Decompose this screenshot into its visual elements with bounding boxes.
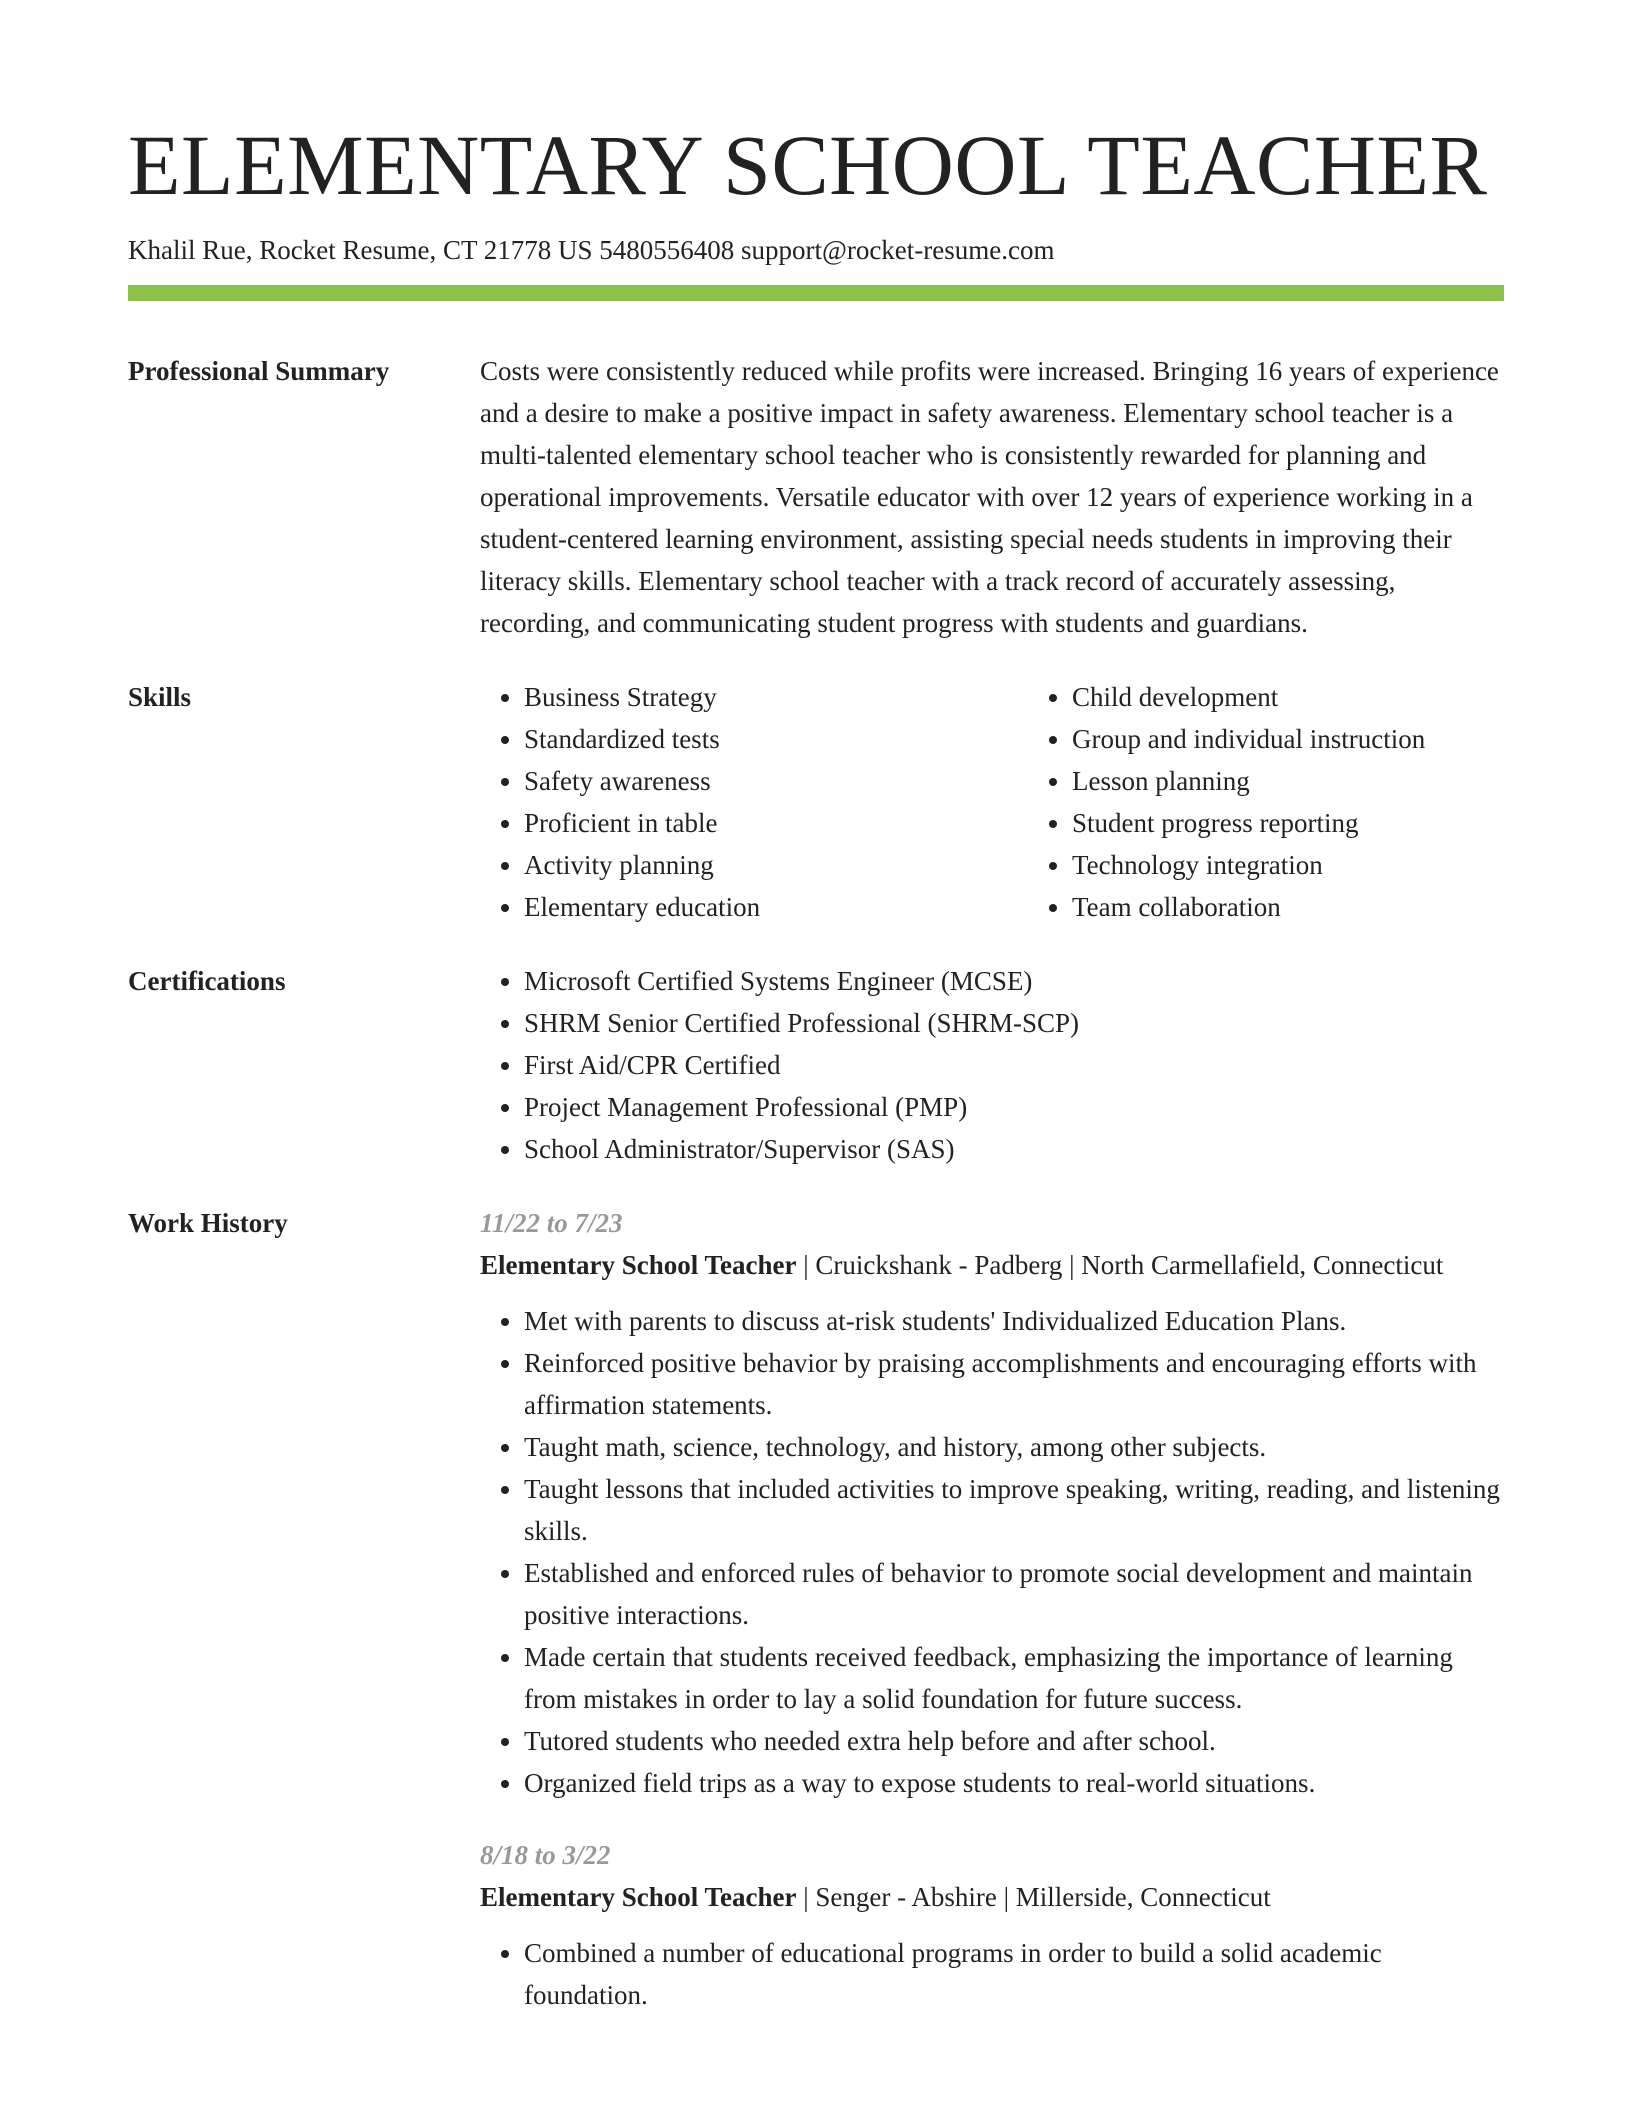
skill-item: • Proficient in table	[524, 802, 1028, 844]
job-bullet: • Tutored students who needed extra help before and after school.	[524, 1720, 1504, 1762]
skill-item: • Group and individual instruction	[1072, 718, 1532, 760]
section-skills	[128, 676, 1504, 928]
job-dates: 8/18 to 3/22	[480, 1840, 611, 1870]
skill-item: • Technology integration	[1072, 844, 1532, 886]
certification-item: • Microsoft Certified Systems Engineer (MCSE)	[524, 960, 1504, 1002]
section-body	[480, 960, 1504, 1170]
section-label: Certifications	[128, 966, 286, 996]
skill-item: • Activity planning	[524, 844, 1028, 886]
job-bullet: • Made certain that students received feedback, emphasizing the importance of learning from mistakes in order to lay a solid foundation for future success.	[524, 1636, 1504, 1720]
job-dates: 11/22 to 7/23	[480, 1208, 623, 1238]
contact-line: Khalil Rue, Rocket Resume, CT 21778 US 5480556408 support@rocket-resume.com	[128, 235, 1055, 265]
resume-content	[128, 350, 1504, 2078]
job-entry	[480, 1834, 1504, 2016]
certification-item: • First Aid/CPR Certified	[524, 1044, 1504, 1086]
job-bullet: • Met with parents to discuss at-risk students' Individualized Education Plans.	[524, 1300, 1504, 1342]
skills-list-left	[480, 676, 1028, 928]
section-certifications	[128, 960, 1504, 1170]
skill-item: • Student progress reporting	[1072, 802, 1532, 844]
job-bullet: • Reinforced positive behavior by praising accomplishments and encouraging efforts with affirmation statements.	[524, 1342, 1504, 1426]
skill-item: • Lesson planning	[1072, 760, 1532, 802]
section-body	[480, 1202, 1504, 2046]
job-employer-location: | Cruickshank - Padberg | North Carmellafield, Connecticut	[796, 1250, 1444, 1280]
summary-text: Costs were consistently reduced while profits were increased. Bringing 16 years of experience and a desire to make a positive impact in safety awareness. Elementary school teacher is a multi-talented elementary school teacher who is consistently rewarded for planning and operational improvements. Versatile educator with over 12 years of experience working in a student-centered learning environment, assisting special needs students in improving their literacy skills. Elementary school teacher with a track record of accurately assessing, recording, and communicating student progress with students and guardians.	[480, 356, 1499, 638]
section-label: Professional Summary	[128, 356, 390, 386]
job-title: Elementary School Teacher	[480, 1250, 797, 1280]
skill-item: • Child development	[1072, 676, 1532, 718]
job-heading	[480, 1876, 1504, 1918]
certification-item: • School Administrator/Supervisor (SAS)	[524, 1128, 1504, 1170]
skill-item: • Team collaboration	[1072, 886, 1532, 928]
skill-item: • Elementary education	[524, 886, 1028, 928]
job-bullet: • Organized field trips as a way to expose students to real-world situations.	[524, 1762, 1504, 1804]
skill-item: • Safety awareness	[524, 760, 1028, 802]
skill-item: • Business Strategy	[524, 676, 1028, 718]
job-bullet: • Taught lessons that included activities to improve speaking, writing, reading, and listening skills.	[524, 1468, 1504, 1552]
job-bullet: • Established and enforced rules of behavior to promote social development and maintain positive interactions.	[524, 1552, 1504, 1636]
skills-list-right	[1028, 676, 1532, 928]
resume-title: ELEMENTARY SCHOOL TEACHER	[128, 117, 1488, 213]
job-bullet: • Combined a number of educational programs in order to build a solid academic foundation.	[524, 1932, 1504, 2016]
job-bullet: • Taught math, science, technology, and history, among other subjects.	[524, 1426, 1504, 1468]
certification-item: • Project Management Professional (PMP)	[524, 1086, 1504, 1128]
skill-item: • Standardized tests	[524, 718, 1028, 760]
section-label: Skills	[128, 682, 192, 712]
section-professional-summary	[128, 350, 1504, 644]
job-entry	[480, 1202, 1504, 1804]
job-bullets	[480, 1932, 1504, 2016]
job-employer-location: | Senger - Abshire | Millerside, Connecticut	[796, 1882, 1271, 1912]
header-divider	[128, 285, 1504, 301]
job-title: Elementary School Teacher	[480, 1882, 797, 1912]
section-body	[480, 350, 1504, 644]
certifications-list	[480, 960, 1504, 1170]
certification-item: • SHRM Senior Certified Professional (SHRM-SCP)	[524, 1002, 1504, 1044]
job-bullets	[480, 1300, 1504, 1804]
job-heading	[480, 1244, 1504, 1286]
skills-grid	[480, 676, 1532, 928]
section-label: Work History	[128, 1208, 288, 1238]
section-work-history	[128, 1202, 1504, 2046]
